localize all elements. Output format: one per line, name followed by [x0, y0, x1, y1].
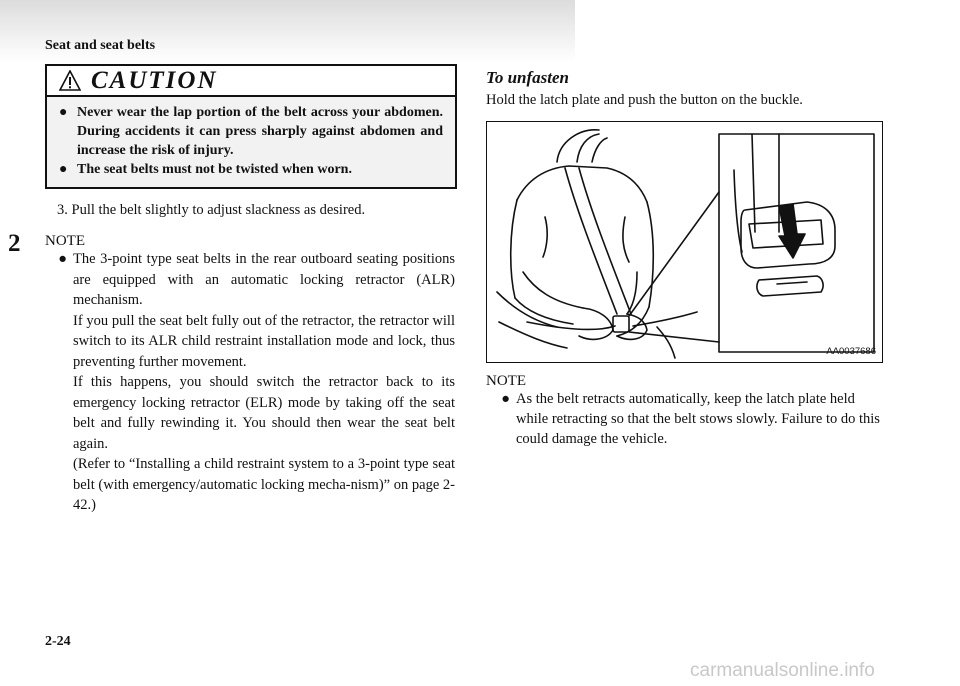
caution-body	[47, 97, 455, 187]
note-item	[486, 389, 884, 449]
note-text	[73, 249, 455, 516]
unfasten-text: Hold the latch plate and push the button on the buckle.	[486, 92, 803, 108]
caution-header	[47, 66, 455, 97]
figure-id: AA0037686	[826, 346, 876, 357]
note-text: As the belt retracts automatically, keep the latch plate held while retracting so that the belt stows slowly. Failure to do this could damage the vehicle.	[516, 391, 880, 447]
chapter-number: 2	[8, 230, 21, 257]
warning-triangle-icon	[59, 70, 81, 92]
step-3-text: 3. Pull the belt slightly to adjust slackness as desired.	[57, 202, 366, 218]
page-number: 2-24	[45, 634, 71, 649]
note-paragraph: The 3-point type seat belts in the rear outboard seating positions are equipped with an automatic locking retractor (ALR) mechanism.	[73, 251, 455, 308]
watermark: carmanualsonline.info	[690, 660, 875, 681]
caution-item-text: The seat belts must not be twisted when worn.	[77, 162, 352, 177]
bullet-icon: ●	[58, 251, 67, 267]
note-label: NOTE	[486, 373, 526, 389]
unfasten-illustration	[486, 121, 883, 363]
note-paragraph: If you pull the seat belt fully out of the retractor, the retractor will switch to its ALR child restraint installation mode and lock, thus preventing further movement.	[73, 312, 455, 370]
note-paragraph: (Refer to “Installing a child restraint system to a 3-point type seat belt (with emergency/automatic locking mecha-nism)” on page 2-42.)	[73, 456, 455, 513]
caution-item-text: Never wear the lap portion of the belt across your abdomen. During accidents it can press sharply against abdomen and increase the risk of injury.	[77, 105, 443, 158]
left-column	[45, 64, 455, 516]
seatbelt-release-illustration	[487, 122, 882, 362]
note-label: NOTE	[45, 233, 85, 249]
right-column	[486, 68, 884, 449]
caution-item	[59, 103, 443, 160]
section-title: Seat and seat belts	[45, 38, 156, 53]
caution-title: CAUTION	[91, 66, 218, 94]
unfasten-heading: To unfasten	[486, 68, 569, 87]
bullet-icon: ●	[59, 105, 68, 120]
caution-item	[59, 160, 443, 179]
note-paragraph: If this happens, you should switch the retractor back to its emergency locking retractor (ELR) mode by taking off the seat belt and fully rewinding it. You should then wear the seat belt again.	[73, 374, 455, 452]
bullet-icon: ●	[501, 391, 510, 407]
caution-box	[45, 64, 457, 189]
bullet-icon: ●	[59, 162, 68, 177]
note-item	[45, 249, 455, 516]
